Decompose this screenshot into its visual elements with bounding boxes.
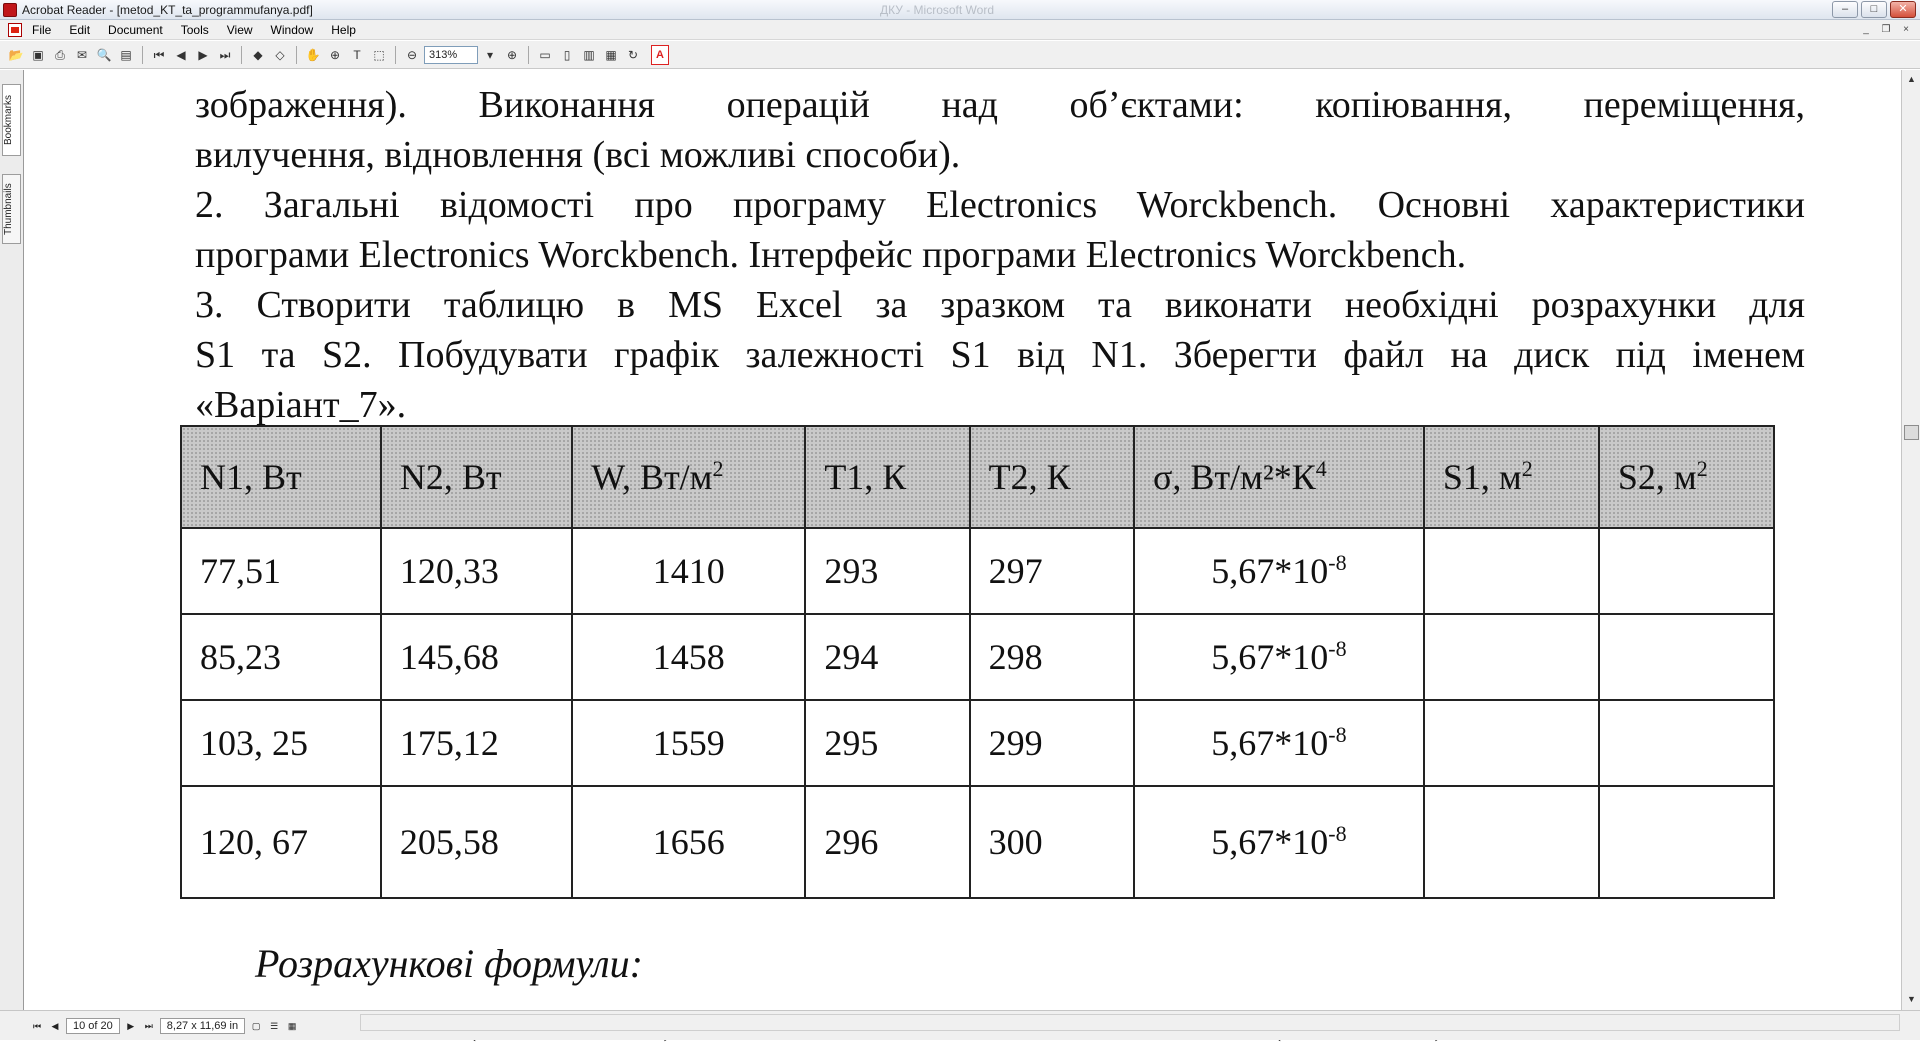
header-s2: S2, $м^2$ (1599, 426, 1774, 528)
next-page-status-icon[interactable]: ▶ (127, 1020, 135, 1031)
previous-page-status-icon[interactable]: ◀ (51, 1020, 59, 1031)
menu-bar (0, 20, 1920, 40)
paragraph-3-line-2: S1 та S2. Побудувати графік залежності S1 від N1. Зберегти файл на диск під іменем (195, 334, 1805, 376)
header-t2: T2, К (970, 426, 1134, 528)
table-cell-sigma: $5,67*10^{-8}$ (1134, 614, 1424, 700)
table-cell: 297 (970, 528, 1134, 614)
horizontal-scrollbar[interactable] (360, 1014, 1900, 1031)
reflow-icon[interactable]: ▦ (605, 47, 617, 62)
table-cell: 295 (805, 700, 969, 786)
search-icon[interactable]: 🔍 (96, 47, 112, 62)
show-hide-navigation-icon[interactable]: ▤ (120, 47, 132, 62)
table-row (181, 786, 1774, 898)
go-back-icon[interactable]: ◆ (253, 47, 263, 62)
open-icon[interactable]: 📂 (8, 47, 24, 62)
header-n2: N2, Вт (381, 426, 572, 528)
document-icon[interactable] (8, 23, 22, 37)
table-cell (1599, 786, 1774, 898)
graphics-select-tool-icon[interactable]: ⬚ (373, 47, 385, 62)
continuous-facing-icon[interactable]: ▦ (287, 1020, 297, 1031)
title-bar (0, 0, 1920, 20)
table-cell: 299 (970, 700, 1134, 786)
table-cell: 1559 (572, 700, 805, 786)
menu-file[interactable]: File (32, 23, 52, 37)
table-cell (1424, 786, 1599, 898)
toolbar-divider (241, 46, 242, 64)
header-n1: N1, Вт (181, 426, 381, 528)
previous-page-icon[interactable]: ◀ (176, 47, 186, 62)
actual-size-icon[interactable]: ▭ (539, 47, 551, 62)
single-page-icon[interactable]: ▢ (251, 1020, 261, 1031)
paragraph-1-line-1: зображення). Виконання операцій над об’єктами: копіювання, переміщення, (195, 84, 1805, 126)
header-t1: T1, К (805, 426, 969, 528)
hand-tool-icon[interactable]: ✋ (305, 47, 321, 62)
toolbar-divider (395, 46, 396, 64)
document-paragraphs (195, 80, 1805, 430)
save-icon[interactable]: ▣ (32, 47, 44, 62)
first-page-status-icon[interactable]: ⏮ (32, 1020, 42, 1031)
table-cell: 1410 (572, 528, 805, 614)
table-cell (1599, 614, 1774, 700)
print-icon[interactable]: ⎙ (55, 47, 65, 62)
table-cell: 145,68 (381, 614, 572, 700)
data-table (180, 425, 1775, 899)
table-cell (1599, 700, 1774, 786)
menu-window[interactable]: Window (270, 23, 314, 37)
doc-close-button[interactable]: × (1903, 24, 1909, 35)
zoom-out-icon[interactable]: ⊖ (406, 47, 418, 62)
toolbar (0, 41, 1920, 69)
table-cell (1424, 528, 1599, 614)
formulas-heading: Розрахункові формули: (255, 941, 643, 986)
table-cell: 77,51 (181, 528, 381, 614)
page-number-field[interactable]: 10 of 20 (66, 1018, 120, 1034)
paragraph-2-line-1: 2. Загальні відомості про програму Electronics Worckbench. Основні характеристики (195, 184, 1805, 226)
tab-thumbnails[interactable]: Thumbnails (2, 174, 21, 244)
menu-document[interactable]: Document (108, 23, 163, 37)
table-cell: 175,12 (381, 700, 572, 786)
adobe-logo-icon[interactable]: A (651, 45, 669, 65)
table-cell: 1458 (572, 614, 805, 700)
paragraph-3-line-1: 3. Створити таблицю в MS Excel за зразком та виконати необхідні розрахунки для (195, 284, 1805, 326)
text-select-tool-icon[interactable]: T (353, 47, 361, 62)
toolbar-divider (142, 46, 143, 64)
maximize-button[interactable]: □ (1861, 1, 1887, 18)
table-cell (1424, 700, 1599, 786)
table-cell (1599, 528, 1774, 614)
table-cell: 120,33 (381, 528, 572, 614)
table-cell-sigma: $5,67*10^{-8}$ (1134, 700, 1424, 786)
continuous-icon[interactable]: ☰ (270, 1020, 279, 1031)
zoom-tool-icon[interactable]: ⊕ (329, 47, 341, 62)
header-sigma: σ, $Вт/м^2*К^4$ (1134, 426, 1424, 528)
table-cell: 296 (805, 786, 969, 898)
table-cell: 298 (970, 614, 1134, 700)
last-page-status-icon[interactable]: ⏭ (144, 1020, 153, 1031)
table-header-row (181, 426, 1774, 528)
minimize-button[interactable]: – (1832, 1, 1858, 18)
table-cell: 103, 25 (181, 700, 381, 786)
table-cell-sigma: $5,67*10^{-8}$ (1134, 528, 1424, 614)
table-cell: 120, 67 (181, 786, 381, 898)
table-cell: 1656 (572, 786, 805, 898)
header-w: W, $Вт/м^2$ (572, 426, 805, 528)
background-window-title: ДКУ - Microsoft Word (880, 3, 994, 17)
table-cell-sigma: $5,67*10^{-8}$ (1134, 786, 1424, 898)
page-size-display: 8,27 x 11,69 in (160, 1018, 245, 1034)
menu-edit[interactable]: Edit (69, 23, 91, 37)
zoom-level-input[interactable]: 313% (424, 46, 478, 64)
scroll-up-icon[interactable]: ▲ (1907, 74, 1916, 84)
tab-bookmarks[interactable]: Bookmarks (2, 84, 21, 156)
rotate-view-icon[interactable]: ↻ (627, 47, 639, 62)
header-s1: S1, $м^2$ (1424, 426, 1599, 528)
table-cell: 85,23 (181, 614, 381, 700)
last-page-icon[interactable]: ⏭ (219, 47, 231, 62)
fit-width-icon[interactable]: ▥ (583, 47, 595, 62)
document-page[interactable] (25, 70, 1901, 1010)
table-cell: 205,58 (381, 786, 572, 898)
menu-help[interactable]: Help (331, 23, 356, 37)
menu-tools[interactable]: Tools (180, 23, 209, 37)
window-title: Acrobat Reader - [metod_KT_ta_programmufanya.pdf] (22, 3, 313, 17)
doc-minimize-button[interactable]: _ (1863, 24, 1869, 35)
table-row (181, 614, 1774, 700)
table-row (181, 528, 1774, 614)
paragraph-3-line-3: «Варіант_7». (195, 384, 407, 426)
first-page-icon[interactable]: ⏮ (153, 47, 165, 62)
table-cell (1424, 614, 1599, 700)
vertical-scrollbar[interactable] (1901, 70, 1920, 1010)
table-cell: 293 (805, 528, 969, 614)
toolbar-divider (528, 46, 529, 64)
scroll-thumb[interactable] (1904, 425, 1919, 440)
paragraph-1-line-2: вилучення, відновлення (всі можливі способи). (195, 134, 961, 176)
go-forward-icon[interactable]: ◇ (275, 47, 285, 62)
table-row (181, 700, 1774, 786)
email-icon[interactable]: ✉ (76, 47, 88, 62)
zoom-in-icon[interactable]: ⊕ (506, 47, 518, 62)
toolbar-divider (296, 46, 297, 64)
zoom-dropdown-icon[interactable]: ▾ (486, 47, 494, 62)
menu-view[interactable]: View (226, 23, 253, 37)
next-page-icon[interactable]: ▶ (198, 47, 208, 62)
table-cell: 300 (970, 786, 1134, 898)
close-button[interactable]: ✕ (1890, 1, 1916, 18)
navigation-pane-tabs (0, 70, 24, 1010)
fit-page-icon[interactable]: ▯ (563, 47, 571, 62)
table-cell: 294 (805, 614, 969, 700)
scroll-down-icon[interactable]: ▼ (1907, 994, 1916, 1004)
acrobat-app-icon[interactable] (3, 3, 17, 17)
paragraph-2-line-2: програми Electronics Worckbench. Інтерфейс програми Electronics Worckbench. (195, 234, 1467, 276)
doc-restore-button[interactable]: ❐ (1881, 24, 1891, 35)
